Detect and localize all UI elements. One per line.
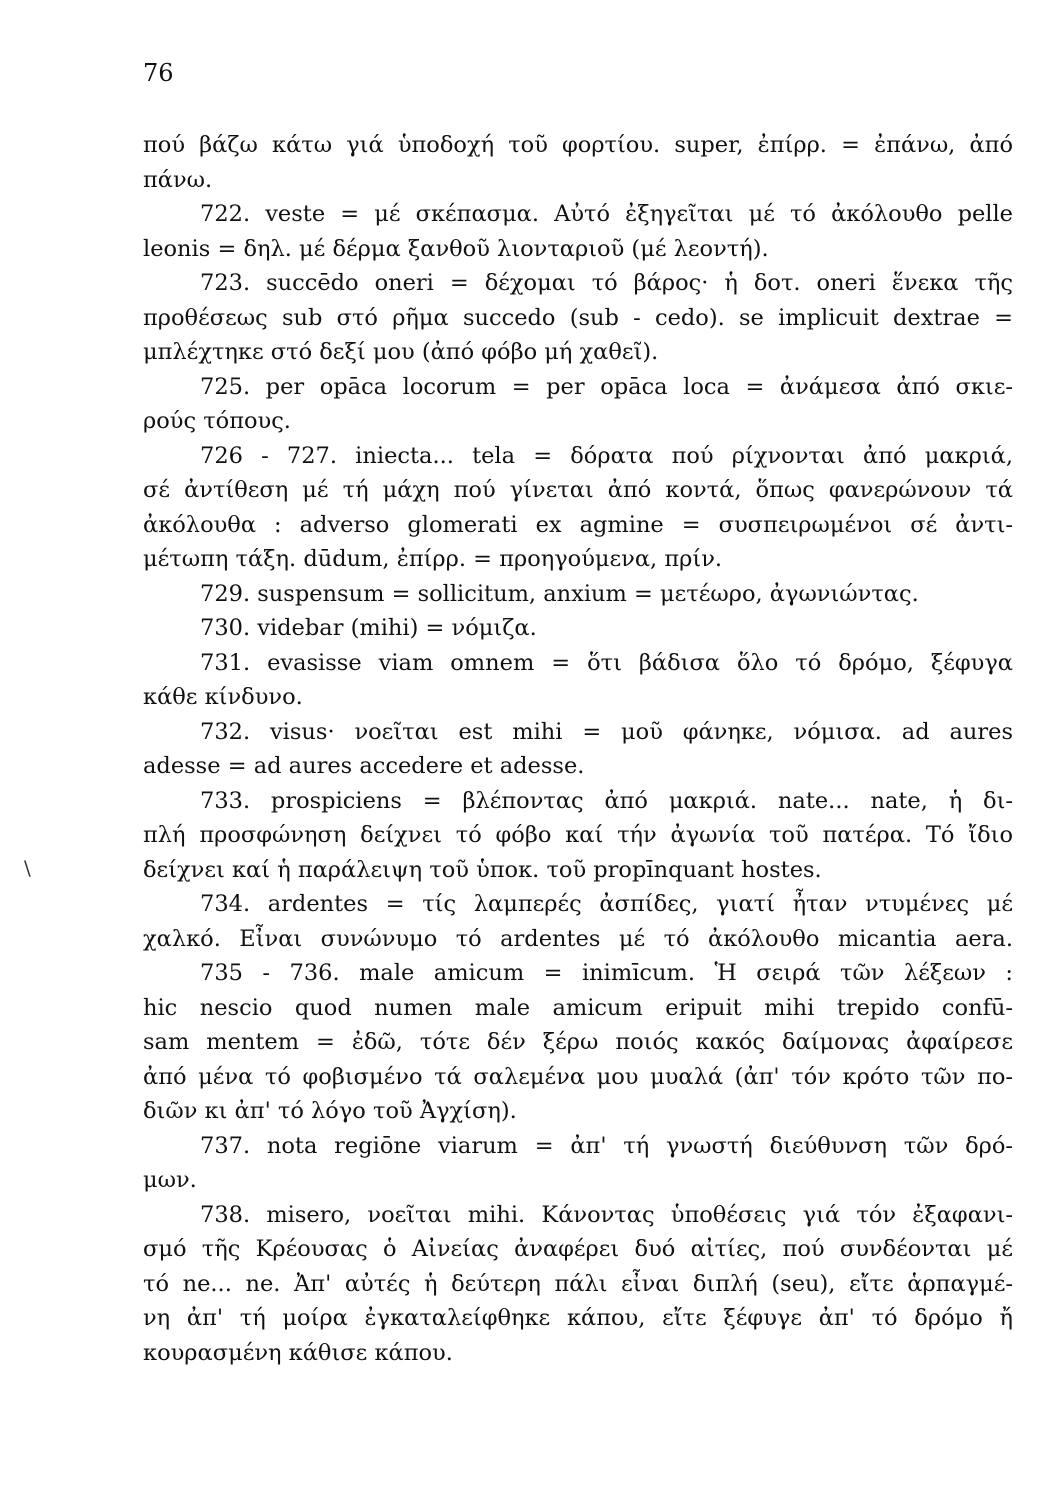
text-line: ἀπό μένα τό φοβισμένο τά σαλεμένα μου μυαλά (ἀπ' τόν κρότο τῶν πο-: [143, 1063, 1013, 1090]
text-line: ρούς τόπους.: [143, 408, 291, 434]
text-line: μπλέχτηκε στό δεξί μου (ἀπό φόβο μή χαθεῖ).: [143, 339, 659, 365]
text-line: 725. per opāca locorum = per opāca loca = ἀνάμεσα ἀπό σκιε-: [200, 373, 1013, 400]
text-line: διῶν κι ἀπ' τό λόγο τοῦ Ἀγχίση).: [143, 1098, 517, 1124]
text-line: σμό τῆς Κρέουσας ὁ Αἰνείας ἀναφέρει δυό αἰτίες, πού συνδέονται μέ: [143, 1236, 1013, 1262]
text-line: 722. veste = μέ σκέπασμα. Αὐτό ἐξηγεῖται μέ τό ἀκόλουθο pelle: [200, 201, 1013, 227]
text-line: adesse = ad aures accedere et adesse.: [143, 753, 585, 779]
text-line: μων.: [143, 1167, 197, 1193]
text-line: νη ἀπ' τή μοίρα ἐγκαταλείφθηκε κάπου, εἴτε ξέφυγε ἀπ' τό δρόμο ἤ: [143, 1305, 1013, 1331]
text-line: σέ ἀντίθεση μέ τή μάχη πού γίνεται ἀπό κοντά, ὅπως φανερώνουν τά: [143, 477, 1013, 503]
text-line: πλή προσφώνηση δείχνει τό φόβο καί τήν ἀγωνία τοῦ πατέρα. Τό ἴδιο: [143, 822, 1013, 848]
text-line: sam mentem = ἐδῶ, τότε δέν ξέρω ποιός κακός δαίμονας ἀφαίρεσε: [143, 1029, 1013, 1055]
text-line: τό ne... ne. Ἀπ' αὐτές ἡ δεύτερη πάλι εἶναι διπλή (seu), εἴτε ἁρπαγμέ-: [143, 1270, 1013, 1297]
text-line: 738. misero, νοεῖται mihi. Κάνοντας ὑποθέσεις γιά τόν ἐξαφανι-: [200, 1201, 1013, 1228]
text-line: προθέσεως sub στό ρῆμα succedo (sub - cedo). se implicuit dextrae =: [143, 304, 1013, 331]
text-line: 733. prospiciens = βλέποντας ἀπό μακριά. nate... nate, ἡ δι-: [200, 787, 1013, 814]
text-line: 732. visus· νοεῖται est mihi = μοῦ φάνηκε, νόμισα. ad aures: [200, 718, 1013, 745]
stray-mark: \: [24, 856, 31, 880]
text-line: 737. nota regiōne viarum = ἀπ' τή γνωστή διεύθυνση τῶν δρό-: [200, 1132, 1013, 1159]
page-number: 76: [143, 59, 174, 87]
text-line: 731. evasisse viam omnem = ὅτι βάδισα ὅλο τό δρόμο, ξέφυγα: [200, 649, 1013, 676]
commentary-text: [143, 128, 1013, 1370]
text-line: 730. videbar (mihi) = νόμιζα.: [200, 615, 537, 641]
text-line: πάνω.: [143, 166, 213, 193]
text-line: πού βάζω κάτω γιά ὑποδοχή τοῦ φορτίου. super, ἐπίρρ. = ἐπάνω, ἀπό: [143, 132, 1013, 158]
text-line: δείχνει καί ἡ παράλειψη τοῦ ὑποκ. τοῦ propīnquant hostes.: [143, 856, 822, 883]
text-line: 734. ardentes = τίς λαμπερές ἀσπίδες, γιατί ἦταν ντυμένες μέ: [200, 891, 1013, 917]
text-line: κάθε κίνδυνο.: [143, 684, 303, 710]
text-line: 723. succēdo oneri = δέχομαι τό βάρος· ἡ δοτ. oneri ἕνεκα τῆς: [200, 270, 1013, 296]
text-line: κουρασμένη κάθισε κάπου.: [143, 1339, 453, 1366]
text-line: ἀκόλουθα : adverso glomerati ex agmine = συσπειρωμένοι σέ ἀντι-: [143, 511, 1013, 538]
text-line: μέτωπη τάξη. dūdum, ἐπίρρ. = προηγούμενα, πρίν.: [143, 546, 723, 572]
text-line: leonis = δηλ. μέ δέρμα ξανθοῦ λιονταριοῦ (μέ λεοντή).: [143, 235, 769, 262]
text-line: 726 - 727. iniecta... tela = δόρατα πού ρίχνονται ἀπό μακριά,: [200, 442, 1013, 469]
text-line: 729. suspensum = sollicitum, anxium = μετέωρο, ἀγωνιώντας.: [200, 580, 919, 607]
text-line: 735 - 736. male amicum = inimīcum. Ἡ σειρά τῶν λέξεων :: [200, 960, 1013, 986]
text-line: hic nescio quod numen male amicum eripuit mihi trepido confū-: [143, 994, 1013, 1021]
text-line: χαλκό. Εἶναι συνώνυμο τό ardentes μέ τό ἀκόλουθο micantia aera.: [143, 925, 1013, 952]
